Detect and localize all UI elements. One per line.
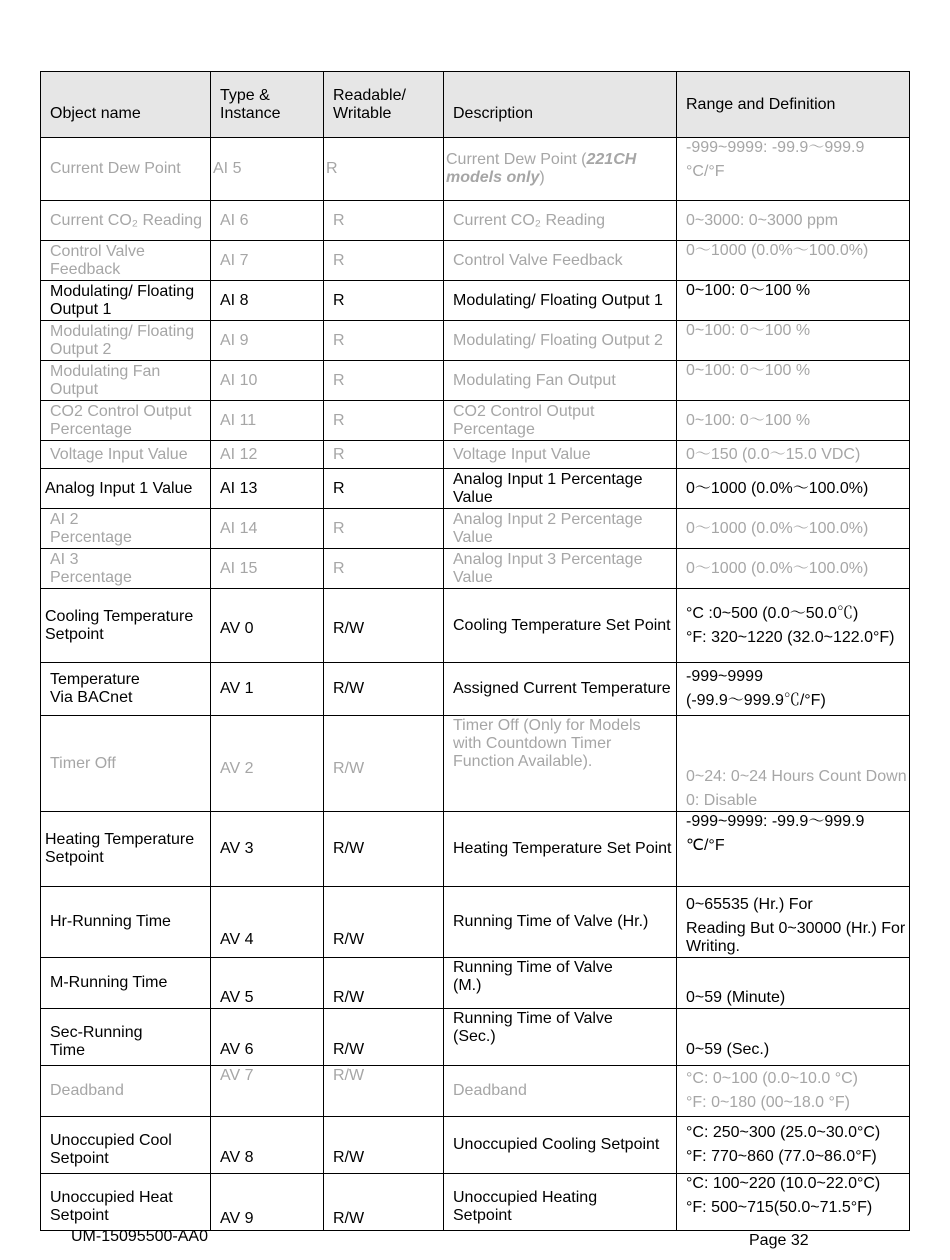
rw-cell: R — [324, 549, 444, 589]
range-cell: °C: 250~300 (25.0~30.0°C) °F: 770~860 (77.0~86.0°F) — [677, 1117, 910, 1174]
rw-cell: R/W — [324, 716, 444, 812]
description-cell: Analog Input 3 Percentage Value — [444, 549, 677, 589]
type-instance-cell: AI 5 — [211, 138, 324, 201]
type-instance-cell: AI 10 — [211, 361, 324, 401]
range-cell: 0~100: 0～100 % — [677, 401, 910, 441]
rw-cell: R — [324, 361, 444, 401]
type-instance-cell: AV 2 — [211, 716, 324, 812]
description-cell: Assigned Current Temperature — [444, 663, 677, 716]
table-row — [41, 716, 910, 812]
type-instance-cell: AV 8 — [211, 1117, 324, 1174]
description-cell: Current Dew Point (221CH models only) — [444, 138, 677, 201]
type-instance-cell: AI 13 — [211, 469, 324, 509]
rw-cell: R — [324, 281, 444, 321]
description-cell: Running Time of Valve (Sec.) — [444, 1009, 677, 1066]
rw-cell: R — [324, 138, 444, 201]
table-header-row — [41, 72, 910, 138]
table-row — [41, 1009, 910, 1066]
table-row — [41, 201, 910, 241]
object-name-cell: AI 2 Percentage — [41, 509, 211, 549]
type-instance-cell: AI 8 — [211, 281, 324, 321]
rw-cell: R/W — [324, 887, 444, 958]
description-cell: Analog Input 1 Percentage Value — [444, 469, 677, 509]
table-row — [41, 361, 910, 401]
range-cell: 0~100: 0～100 % — [677, 361, 910, 401]
description-cell: Modulating Fan Output — [444, 361, 677, 401]
object-name-cell: Deadband — [41, 1066, 211, 1117]
object-name-cell: Cooling Temperature Setpoint — [41, 589, 211, 663]
header-range-definition: Range and Definition — [677, 72, 910, 138]
range-cell: 0~59 (Minute) — [677, 958, 910, 1009]
table-row — [41, 401, 910, 441]
table-row — [41, 549, 910, 589]
rw-cell: R/W — [324, 958, 444, 1009]
description-cell: Control Valve Feedback — [444, 241, 677, 281]
type-instance-cell: AV 5 — [211, 958, 324, 1009]
type-instance-cell: AI 9 — [211, 321, 324, 361]
type-instance-cell: AI 11 — [211, 401, 324, 441]
description-cell: Unoccupied Cooling Setpoint — [444, 1117, 677, 1174]
description-cell: Current CO₂ Reading — [444, 201, 677, 241]
type-instance-cell: AV 6 — [211, 1009, 324, 1066]
rw-cell: R — [324, 441, 444, 469]
description-cell: Cooling Temperature Set Point — [444, 589, 677, 663]
object-name-cell: Temperature Via BACnet — [41, 663, 211, 716]
rw-cell: R/W — [324, 1117, 444, 1174]
table-row — [41, 1174, 910, 1231]
range-cell: 0~59 (Sec.) — [677, 1009, 910, 1066]
table-row — [41, 469, 910, 509]
object-name-cell: Modulating/ Floating Output 1 — [41, 281, 211, 321]
header-type-instance: Type & Instance — [211, 72, 324, 138]
object-name-cell: Voltage Input Value — [41, 441, 211, 469]
description-cell: Timer Off (Only for Models with Countdown Timer Function Available). — [444, 716, 677, 812]
range-cell: 0~24: 0~24 Hours Count Down 0: Disable — [677, 716, 910, 812]
type-instance-cell: AI 6 — [211, 201, 324, 241]
type-instance-cell: AV 9 — [211, 1174, 324, 1231]
description-cell: Running Time of Valve (M.) — [444, 958, 677, 1009]
table-row — [41, 441, 910, 469]
range-cell: -999~9999 (-99.9～999.9℃/°F) — [677, 663, 910, 716]
range-cell: °C: 100~220 (10.0~22.0°C) °F: 500~715(50.0~71.5°F) — [677, 1174, 910, 1231]
object-name-cell: Control Valve Feedback — [41, 241, 211, 281]
range-cell: 0~65535 (Hr.) For Reading But 0~30000 (Hr.) For Writing. — [677, 887, 910, 958]
object-name-cell: Current CO₂ Reading — [41, 201, 211, 241]
description-cell: Voltage Input Value — [444, 441, 677, 469]
table-row — [41, 589, 910, 663]
type-instance-cell: AV 4 — [211, 887, 324, 958]
type-instance-cell: AI 7 — [211, 241, 324, 281]
range-cell: °C: 0~100 (0.0~10.0 °C) °F: 0~180 (00~18.0 °F) — [677, 1066, 910, 1117]
description-cell: Modulating/ Floating Output 1 — [444, 281, 677, 321]
table-row — [41, 887, 910, 958]
object-name-cell: Unoccupied Cool Setpoint — [41, 1117, 211, 1174]
bacnet-object-table — [40, 71, 910, 1231]
object-name-cell: Current Dew Point — [41, 138, 211, 201]
description-cell: Heating Temperature Set Point — [444, 812, 677, 887]
description-cell: Modulating/ Floating Output 2 — [444, 321, 677, 361]
table-row — [41, 241, 910, 281]
type-instance-cell: AI 14 — [211, 509, 324, 549]
range-cell: 0~100: 0～100 % — [677, 321, 910, 361]
object-name-cell: Modulating/ Floating Output 2 — [41, 321, 211, 361]
type-instance-cell: AV 0 — [211, 589, 324, 663]
rw-cell: R — [324, 321, 444, 361]
table-row — [41, 509, 910, 549]
range-cell: 0~3000: 0~3000 ppm — [677, 201, 910, 241]
table-row — [41, 321, 910, 361]
range-cell: 0～150 (0.0～15.0 VDC) — [677, 441, 910, 469]
object-name-cell: M-Running Time — [41, 958, 211, 1009]
description-cell: CO2 Control Output Percentage — [444, 401, 677, 441]
type-instance-cell: AI 15 — [211, 549, 324, 589]
rw-cell: R — [324, 509, 444, 549]
rw-cell: R/W — [324, 663, 444, 716]
description-cell: Unoccupied Heating Setpoint — [444, 1174, 677, 1231]
range-cell: 0~100: 0～100 % — [677, 281, 910, 321]
type-instance-cell: AV 1 — [211, 663, 324, 716]
page-number: Page 32 — [749, 1232, 809, 1249]
object-name-cell: Hr-Running Time — [41, 887, 211, 958]
object-name-cell: Timer Off — [41, 716, 211, 812]
object-name-cell: Unoccupied Heat Setpoint — [41, 1174, 211, 1231]
object-name-cell: CO2 Control Output Percentage — [41, 401, 211, 441]
type-instance-cell: AV 3 — [211, 812, 324, 887]
object-name-cell: Analog Input 1 Value — [41, 469, 211, 509]
rw-cell: R — [324, 401, 444, 441]
rw-cell: R/W — [324, 1066, 444, 1117]
object-name-cell: Heating Temperature Setpoint — [41, 812, 211, 887]
table-row — [41, 1066, 910, 1117]
range-cell: 0～1000 (0.0%～100.0%) — [677, 509, 910, 549]
range-cell: 0～1000 (0.0%～100.0%) — [677, 549, 910, 589]
description-cell: Running Time of Valve (Hr.) — [444, 887, 677, 958]
object-name-cell: Modulating Fan Output — [41, 361, 211, 401]
table-row — [41, 281, 910, 321]
description-cell: Deadband — [444, 1066, 677, 1117]
header-description: Description — [444, 72, 677, 138]
rw-cell: R — [324, 201, 444, 241]
header-readable-writable: Readable/ Writable — [324, 72, 444, 138]
rw-cell: R — [324, 241, 444, 281]
rw-cell: R/W — [324, 589, 444, 663]
header-object-name: Object name — [41, 72, 211, 138]
document-id: UM-15095500-AA0 — [71, 1228, 208, 1245]
object-name-cell: AI 3 Percentage — [41, 549, 211, 589]
rw-cell: R/W — [324, 1009, 444, 1066]
range-cell: -999~9999: -99.9～999.9 °C/°F — [677, 138, 910, 201]
rw-cell: R/W — [324, 812, 444, 887]
table-row — [41, 1117, 910, 1174]
table-row — [41, 138, 910, 201]
table-row — [41, 958, 910, 1009]
rw-cell: R — [324, 469, 444, 509]
range-cell: 0～1000 (0.0%～100.0%) — [677, 241, 910, 281]
description-cell: Analog Input 2 Percentage Value — [444, 509, 677, 549]
type-instance-cell: AV 7 — [211, 1066, 324, 1117]
table-row — [41, 663, 910, 716]
type-instance-cell: AI 12 — [211, 441, 324, 469]
range-cell: -999~9999: -99.9～999.9 ℃/°F — [677, 812, 910, 887]
table-row — [41, 812, 910, 887]
rw-cell: R/W — [324, 1174, 444, 1231]
object-name-cell: Sec-Running Time — [41, 1009, 211, 1066]
range-cell: 0～1000 (0.0%～100.0%) — [677, 469, 910, 509]
range-cell: °C :0~500 (0.0～50.0℃) °F: 320~1220 (32.0~122.0°F) — [677, 589, 910, 663]
